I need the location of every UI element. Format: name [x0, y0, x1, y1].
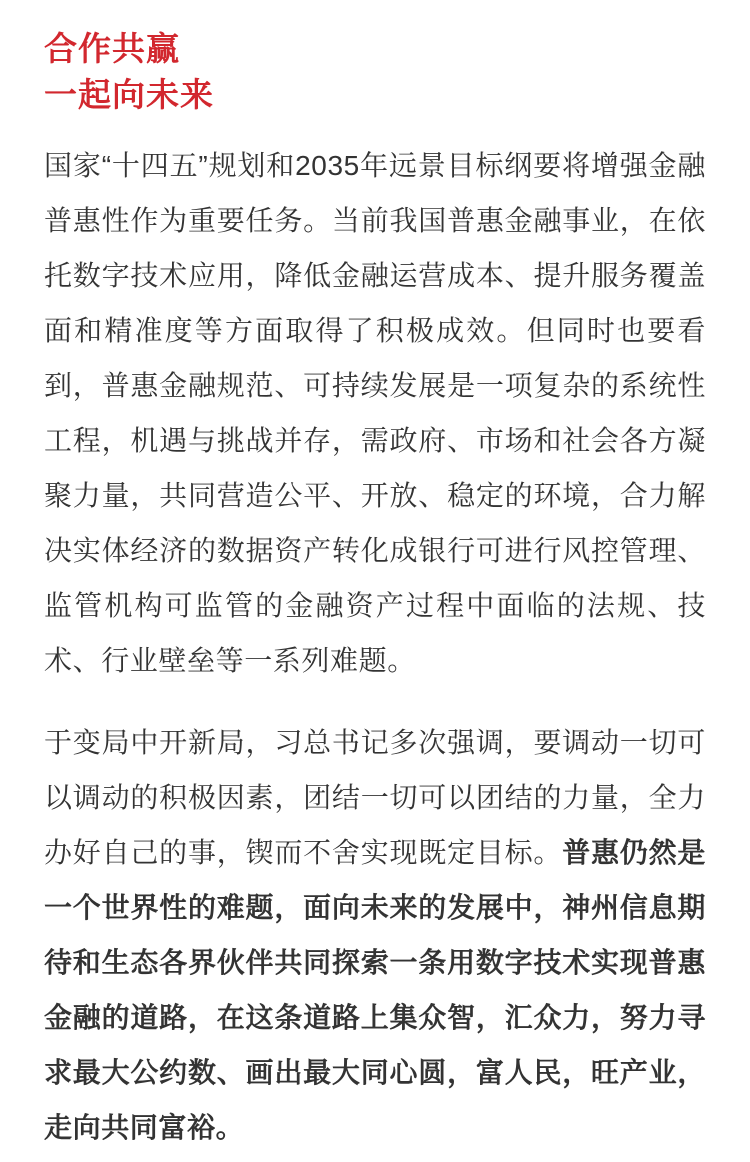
article-body — [44, 138, 706, 1155]
article-title — [44, 26, 706, 118]
article-title-line-2: 一起向未来 — [44, 76, 214, 113]
paragraph-1: 国家“十四五”规划和2035年远景目标纲要将增强金融普惠性作为重要任务。当前我国普惠金融事业，在依托数字技术应用，降低金融运营成本、提升服务覆盖面和精准度等方面取得了积极成效。但同时也要看到，普惠金融规范、可持续发展是一项复杂的系统性工程，机遇与挑战并存，需政府、市场和社会各方凝聚力量，共同营造公平、开放、稳定的环境，合力解决实体经济的数据资产转化成银行可进行风控管理、监管机构可监管的金融资产过程中面临的法规、技术、行业壁垒等一系列难题。 — [44, 150, 706, 676]
paragraph-2-bold-text: 普惠仍然是一个世界性的难题，面向未来的发展中，神州信息期待和生态各界伙伴共同探索一条用数字技术实现普惠金融的道路，在这条道路上集众智，汇众力，努力寻求最大公约数、画出最大同心圆，富人民，旺产业，走向共同富裕。 — [44, 837, 706, 1143]
article-title-line-1: 合作共赢 — [44, 30, 180, 67]
paragraph-2 — [44, 715, 706, 1155]
paragraph-2-normal-text: 于变局中开新局，习总书记多次强调，要调动一切可以调动的积极因素，团结一切可以团结的力量，全力办好自己的事，锲而不舍实现既定目标。 — [44, 727, 706, 868]
